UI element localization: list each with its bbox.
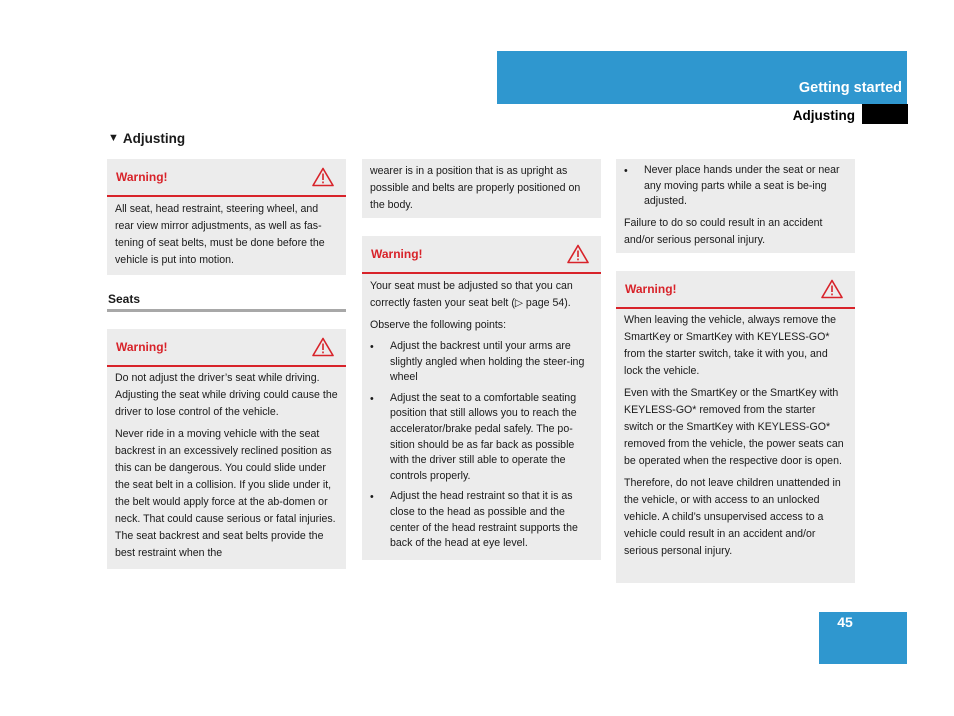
warning-box-leaving-vehicle xyxy=(616,271,855,583)
list-item-text: Never place hands under the seat or near any moving parts while a seat is be-ing adjusted. xyxy=(644,164,840,208)
warning-paragraph: When leaving the vehicle, always remove the SmartKey or SmartKey with KEYLESS-GO* from the starter switch, take it with you, and lock the vehicle. xyxy=(624,314,836,377)
section-heading-text: Adjusting xyxy=(122,131,186,146)
section-heading xyxy=(108,131,185,146)
section-tab-marker xyxy=(862,104,908,124)
page-number: 45 xyxy=(837,614,853,630)
bullet-icon: • xyxy=(370,392,374,405)
list-item xyxy=(370,391,593,485)
warning-paragraph: Your seat must be adjusted so that you can correctly fasten your seat belt (▷ page 54). xyxy=(370,280,573,309)
warning-box-vehicle-adjustments xyxy=(107,159,346,275)
continuation-box xyxy=(616,159,855,253)
warning-header xyxy=(107,159,346,197)
warning-label: Warning! xyxy=(116,340,168,354)
warning-paragraph: Observe the following points: xyxy=(370,319,507,331)
warning-paragraph: Therefore, do not leave children unattended in the vehicle, or with access to an unlocked vehicle. A child’s unsupervised access to a vehicle could result in an accident and/or serious personal injury. xyxy=(624,477,841,557)
warning-triangle-icon xyxy=(312,167,334,187)
warning-triangle-icon xyxy=(821,279,843,299)
warning-label: Warning! xyxy=(625,282,677,296)
list-item xyxy=(370,339,593,386)
list-item xyxy=(624,163,847,210)
warning-header xyxy=(362,236,601,274)
list-item-text: Adjust the head restraint so that it is as close to the head as possible and the center of the head restraint supports the back of the head at eye level. xyxy=(390,490,578,550)
continuation-text: Failure to do so could result in an accident and/or serious personal injury. xyxy=(624,216,823,246)
warning-header xyxy=(107,329,346,367)
continuation-text: wearer is in a position that is as upright as possible and belts are properly positioned on the body. xyxy=(370,165,581,211)
warning-box-seat-adjustment xyxy=(362,236,601,560)
chapter-title: Getting started xyxy=(798,80,902,96)
warning-triangle-icon xyxy=(567,244,589,264)
section-subtitle: Adjusting xyxy=(792,108,855,123)
bullet-icon: • xyxy=(624,165,628,177)
seats-divider xyxy=(107,309,346,312)
list-item xyxy=(370,489,593,551)
seats-heading: Seats xyxy=(108,292,141,306)
warning-label: Warning! xyxy=(116,170,168,184)
triangle-down-icon: ▼ xyxy=(108,132,119,144)
warning-text: All seat, head restraint, steering wheel, and rear view mirror adjustments, as well as fas-tening of seat belts, must be done before the vehicle is put into motion. xyxy=(115,203,325,266)
bullet-icon: • xyxy=(370,491,374,504)
warning-triangle-icon xyxy=(312,337,334,357)
bullet-icon: • xyxy=(370,341,374,353)
header-band xyxy=(497,51,907,104)
warning-label: Warning! xyxy=(371,247,423,261)
warning-paragraph: Do not adjust the driver’s seat while driving. Adjusting the seat while driving could cause the driver to lose control of the vehicle. xyxy=(115,372,338,418)
continuation-box xyxy=(362,159,601,218)
list-item-text: Adjust the backrest until your arms are slightly angled when holding the steer-ing wheel xyxy=(390,340,585,384)
warning-paragraph: Even with the SmartKey or the SmartKey with KEYLESS-GO* removed from the starter switch or the SmartKey with KEYLESS-GO* removed from the vehicle, the power seats can be operated when the respective door is open. xyxy=(624,387,844,467)
warning-box-driver-seat xyxy=(107,329,346,569)
warning-header xyxy=(616,271,855,309)
warning-paragraph: Never ride in a moving vehicle with the seat backrest in an excessively reclined position as this can be dangerous. You could slide under the seat belt in a collision. If you slide under it, the belt would apply force at the ab-domen or neck. That could cause serious or fatal injuries. The seat backrest and seat belts provide the best restraint when the xyxy=(115,428,336,559)
list-item-text: Adjust the seat to a comfortable seating position that still allows you to reach the accelerator/brake pedal safely. The po-sition should be as far back as possible with the driver still able to operate the controls properly. xyxy=(390,391,577,482)
